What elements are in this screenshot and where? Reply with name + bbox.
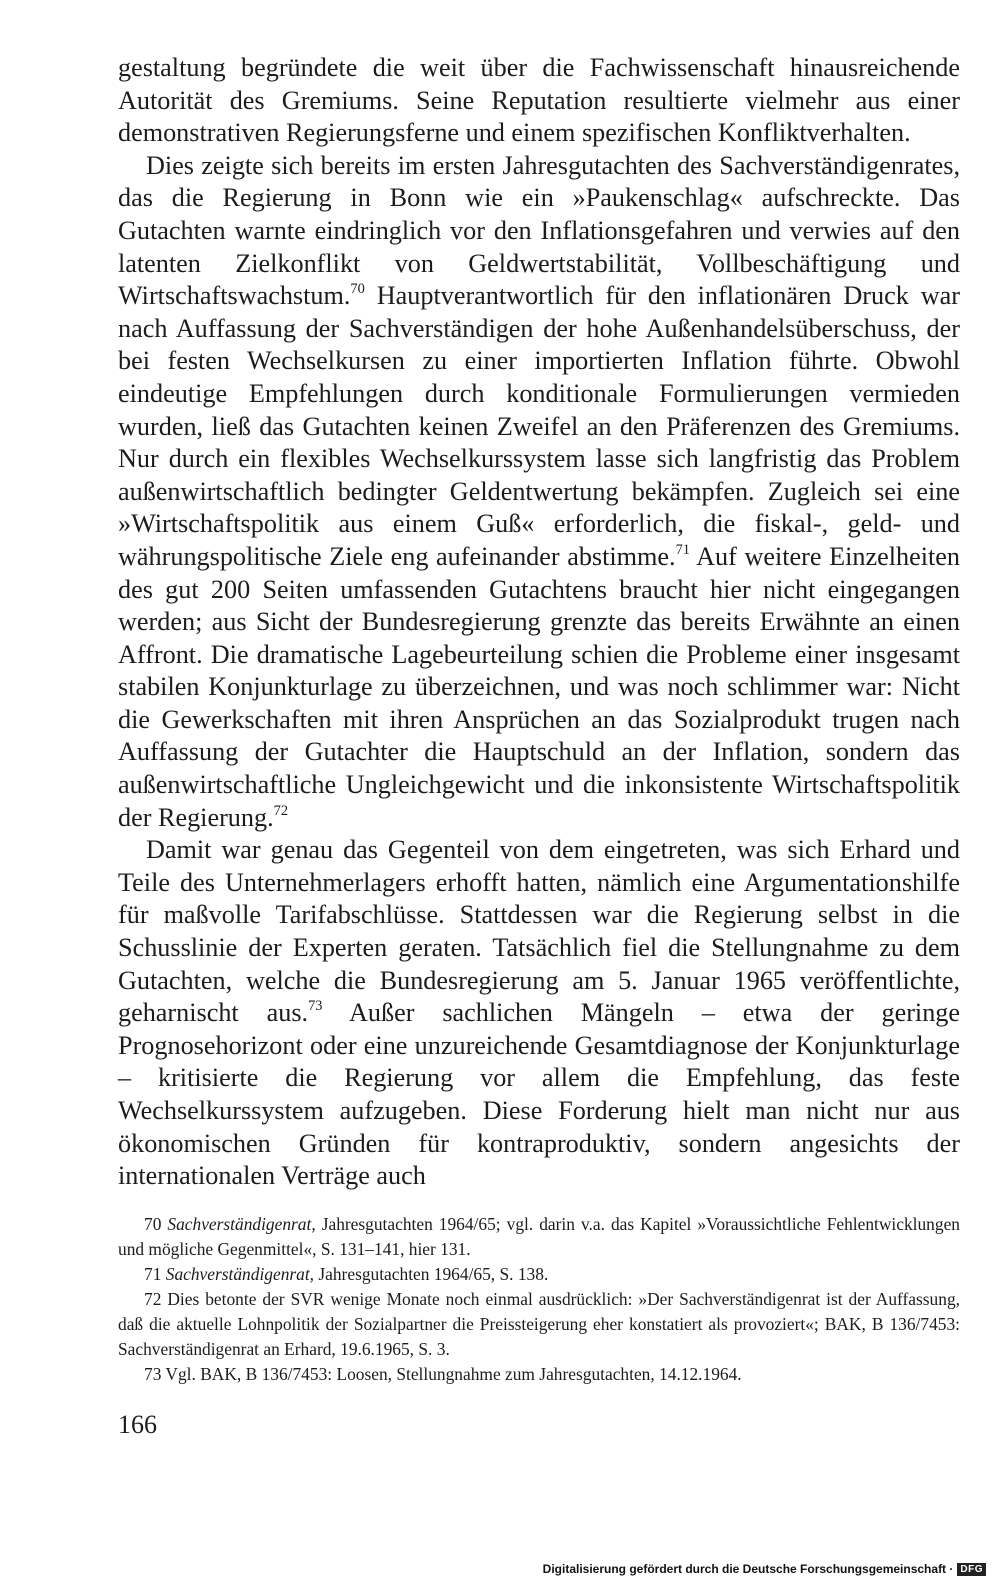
text-segment: 71 <box>144 1264 166 1284</box>
text-segment: 70 <box>144 1214 168 1234</box>
footnote <box>118 1212 960 1262</box>
page-number: 166 <box>118 1410 157 1439</box>
credit-text: Digitalisierung gefördert durch die Deutsche Forschungsgemeinschaft · <box>542 1562 954 1576</box>
text-segment: 73 Vgl. BAK, B 136/7453: Loosen, Stellungnahme zum Jahresgutachten, 14.12.1964. <box>144 1364 742 1384</box>
italic-text: Sachverständigenrat, <box>167 1214 316 1234</box>
text-segment: gestaltung begründete die weit über die Fachwissenschaft hinausreichende Autorität des Gremiums. Seine Reputation resultierte vielmehr aus einer demonstrativen Regierungsferne und einem spezifischen Konfliktverhalten. <box>118 53 960 148</box>
body-text <box>118 52 960 1193</box>
text-segment: Auf weitere Einzelheiten des gut 200 Seiten umfassenden Gutachtens braucht hier nicht eingegangen werden; aus Sicht der Bundesregierung grenzte das bereits Erwähnte an einen Affront. Die dramatische Lagebeurteilung schien die Probleme einer insgesamt stabilen Konjunkturlage zu überzeichnen, und was noch schlimmer war: Nicht die Gewerkschaften mit ihren Ansprüchen an das Sozialprodukt trugen nach Auffassung der Gutachter die Hauptschuld an der Inflation, sondern das außenwirtschaftliche Ungleichgewicht und die inkonsistente Wirtschaftspolitik der Regierung. <box>118 541 960 832</box>
paragraph <box>118 52 960 150</box>
text-segment: 72 Dies betonte der SVR wenige Monate noch einmal ausdrücklich: »Der Sachverständigenrat ist der Auffassung, daß die aktuelle Lohnpolitik der Sozialpartner die Preissteigerung eher konstatiert als provoziert«; BAK, B 136/7453: Sachverständigenrat an Erhard, 19.6.1965, S. 3. <box>118 1289 960 1359</box>
footnote <box>118 1362 960 1387</box>
italic-text: Sachverständigenrat, <box>165 1264 315 1284</box>
footnote-reference: 70 <box>350 281 365 298</box>
text-segment: Dies zeigte sich bereits im ersten Jahresgutachten des Sachverständigenrates, das die Regierung in Bonn wie ein »Paukenschlag« aufschreckte. Das Gutachten warnte eindringlich vor den Inflationsgefahren und verwies auf den latenten Zielkonflikt von Geldwertstabilität, Vollbeschäftigung und Wirtschaftswachstum. <box>118 150 960 311</box>
text-segment: Damit war genau das Gegenteil von dem eingetreten, was sich Erhard und Teile des Unternehmerlagers erhofft hatten, nämlich eine Argumentationshilfe für maßvolle Tarifabschlüsse. Stattdessen war die Regierung selbst in die Schusslinie der Experten geraten. Tatsächlich fiel die Stellungnahme zu dem Gutachten, welche die Bundesregierung am 5. Januar 1965 veröffentlichte, geharnischt aus. <box>118 835 960 1028</box>
footnote-reference: 72 <box>273 802 289 819</box>
footnote-reference: 71 <box>675 542 690 559</box>
digitization-credit <box>543 1562 986 1576</box>
footnote <box>118 1262 960 1287</box>
dfg-logo: DFG <box>957 1563 986 1576</box>
footnote-reference: 73 <box>308 998 323 1015</box>
paragraph <box>118 834 960 1193</box>
text-segment: Jahresgutachten 1964/65, S. 138. <box>314 1264 549 1284</box>
paragraph <box>118 150 960 834</box>
text-segment: Jahresgutachten 1964/65; vgl. darin v.a. das Kapitel »Voraussichtliche Fehlentwicklungen und mögliche Gegenmittel«, S. 131–141, hier 131. <box>118 1214 960 1259</box>
text-segment: Außer sachlichen Mängeln – etwa der geringe Prognosehorizont oder eine unzureichende Gesamtdiagnose der Konjunkturlage – kritisierte die Regierung vor allem die Empfehlung, das feste Wechselkurssystem aufzugeben. Diese Forderung hielt man nicht nur aus ökonomischen Gründen für kontraproduktiv, sondern angesichts der internationalen Verträge auch <box>118 998 961 1191</box>
text-segment: Hauptverantwortlich für den inflationären Druck war nach Auffassung der Sachverständigen der hohe Außenhandelsüberschuss, der bei festen Wechselkursen zu einer importierten Inflation führte. Obwohl eindeutige Empfehlungen durch konditionale Formulierungen vermieden wurden, ließ das Gutachten keinen Zweifel an den Präferenzen des Gremiums. Nur durch ein flexibles Wechselkurssystem lasse sich langfristig das Problem außenwirtschaftlich bedingter Geldentwertung bekämpfen. Zugleich sei eine »Wirtschaftspolitik aus einem Guß« erforderlich, die fiskal-, geld- und währungspolitische Ziele eng aufeinander abstimme. <box>118 281 960 571</box>
footnote <box>118 1287 960 1362</box>
footnotes <box>118 1212 960 1387</box>
